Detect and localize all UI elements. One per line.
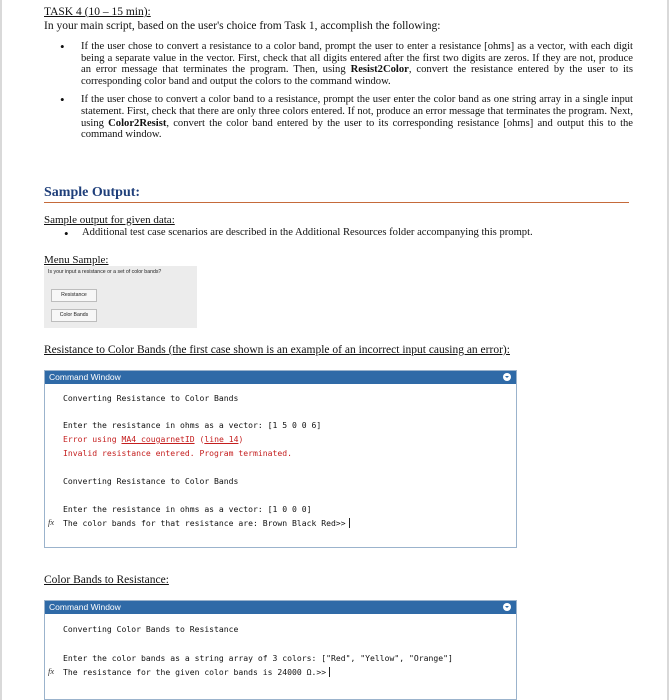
case2-label: Color Bands to Resistance:	[44, 574, 169, 586]
func-resist2color: Resist2Color	[350, 64, 409, 76]
error-func-link[interactable]: MA4_cougarnetID	[121, 434, 195, 444]
menu-sample-panel	[44, 266, 197, 328]
section-rule	[44, 202, 629, 203]
command-window-case1	[44, 370, 517, 548]
error-line-link[interactable]: line 14	[204, 434, 239, 444]
menu-option-resistance[interactable]: Resistance	[51, 289, 97, 302]
sample-output-title: Sample Output:	[44, 185, 141, 200]
menu-option-color-bands[interactable]: Color Bands	[51, 309, 97, 322]
text-cursor	[329, 667, 330, 677]
task-bullet-list	[58, 41, 633, 148]
cmd-line: Converting Resistance to Color Bands	[63, 476, 239, 486]
command-window-title: Command Window	[49, 602, 121, 612]
command-window-body	[45, 384, 516, 547]
command-window-header	[45, 371, 516, 384]
text-cursor	[349, 518, 350, 528]
cmd-line: Enter the resistance in ohms as a vector: [1 0 0 0]	[63, 504, 312, 514]
cmd-error-line: Error using MA4_cougarnetID (line 14)	[63, 434, 244, 444]
cmd-error-message: Invalid resistance entered. Program terminated.	[63, 448, 293, 458]
task-bullet-color-to-resistance: • If the user chose to convert a color band to a resistance, prompt the user enter the color band as one string array in a single input statement. First, check that there are only three colors entered. If not, produce an error message that terminates the program. Next, using Color2Resist, convert the color band entered by the user to its corresponding resistance [ohms] and output this to the command window.	[58, 94, 633, 140]
cmd-line: Enter the color bands as a string array of 3 colors: ["Red", "Yellow", "Orange"]	[63, 653, 453, 663]
menu-prompt: Is your input a resistance or a set of color bands?	[48, 269, 162, 275]
cmd-line: Enter the resistance in ohms as a vector: [1 5 0 0 6]	[63, 420, 322, 430]
collapse-circle-icon[interactable]	[503, 373, 511, 381]
cmd-line: Converting Resistance to Color Bands	[63, 393, 239, 403]
page-border-left	[0, 0, 2, 700]
cmd-result-line: The color bands for that resistance are: Brown Black Red>>	[63, 518, 350, 528]
command-window-header	[45, 601, 516, 614]
fx-icon: fx	[48, 666, 55, 676]
func-color2resist: Color2Resist	[108, 117, 167, 129]
fx-icon: fx	[48, 517, 55, 527]
task-title: TASK 4 (10 – 15 min):	[44, 6, 151, 18]
command-window-case2	[44, 600, 517, 700]
collapse-circle-icon[interactable]	[503, 603, 511, 611]
task-intro: In your main script, based on the user's choice from Task 1, accomplish the following:	[44, 20, 441, 32]
cmd-result-line: The resistance for the given color bands is 24000 Ω.>>	[63, 667, 330, 677]
task-bullet-resistance-to-color: • If the user chose to convert a resistance to a color band, prompt the user to enter a resistance [ohms] as a vector, with each digit being a separate value in the vector. First, check that all digits entered after the first two digits are zeros. If they are not, produce an error message that terminates the program. Then, using Resist2Color, convert the resistance entered by the user to its corresponding color band and output the colors to the command window.	[58, 41, 633, 87]
cmd-line: Converting Color Bands to Resistance	[63, 624, 239, 634]
command-window-title: Command Window	[49, 372, 121, 382]
sample-note: • Additional test case scenarios are described in the Additional Resources folder accompanying this prompt.	[62, 227, 533, 238]
case1-label: Resistance to Color Bands (the first case shown is an example of an incorrect input causing an error):	[44, 344, 510, 356]
menu-sample-label: Menu Sample:	[44, 254, 109, 266]
sample-given-label: Sample output for given data:	[44, 214, 175, 226]
command-window-body	[45, 614, 516, 699]
